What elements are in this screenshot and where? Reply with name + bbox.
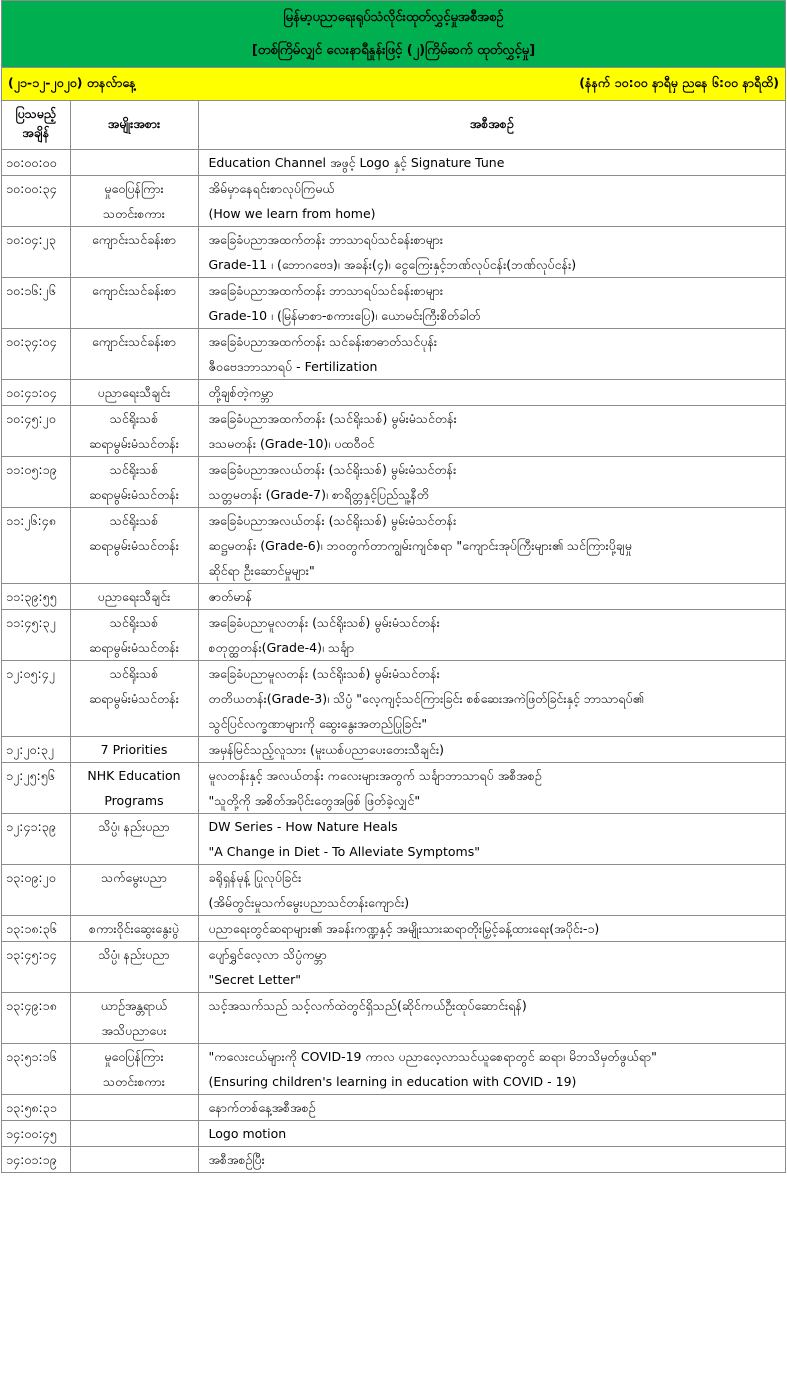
- cell-time: [2, 508, 70, 584]
- category-line: သင်ရိုးသစ်: [109, 513, 159, 528]
- category-line: မှုဝေပြန်ကြား: [104, 1049, 164, 1064]
- program-line: အမှန်မြင်သည့်လူသား (မူးယစ်ပညာပေးတေးသီချင်း): [208, 742, 445, 757]
- time-text: ၁၁:၄၅:၃၂: [6, 615, 56, 630]
- cell-category: [70, 1147, 198, 1173]
- category-line: ဆရာမွမ်းမံသင်တန်း: [89, 436, 179, 451]
- program-line: အခြေခံပညာအထက်တန်း သင်ခန်းစာဓာတ်သင်ပုန်း: [208, 334, 438, 349]
- cell-time: [2, 1121, 70, 1147]
- cell-program: [198, 661, 785, 737]
- category-line: သင်ရိုးသစ်: [109, 462, 159, 477]
- cell-program: [198, 457, 785, 508]
- category-line: [71, 890, 198, 915]
- cell-program: [198, 942, 785, 993]
- program-line: "A Change in Diet - To Alleviate Symptoms": [208, 844, 480, 859]
- cell-category: [70, 942, 198, 993]
- cell-time: [2, 1095, 70, 1121]
- program-line: ပညာရေးတွင်ဆရာများ၏ အခန်းကဏ္ဍနှင့် အမျိုးသားဆရာတိုးမြှင့်ခန့်ထားရေး(အပိုင်း-၁): [208, 921, 600, 936]
- program-line: Education Channel အဖွင့် Logo နှင့် Signature Tune: [208, 155, 505, 170]
- cell-time: [2, 457, 70, 508]
- cell-time: [2, 993, 70, 1044]
- time-text: ၁၃:၄၉:၁၈: [6, 998, 57, 1013]
- time-text: ၁၀:၄၁:၀၄: [6, 385, 57, 400]
- program-line: ဆိုင်ရာ ဦးဆောင်မှုများ": [208, 563, 315, 578]
- time-text: ၁၃:၅၈:၃၁: [6, 1100, 57, 1115]
- category-line: [71, 354, 198, 379]
- cell-time: [2, 763, 70, 814]
- cell-program: [198, 176, 785, 227]
- category-line: သိပ္ပံ၊ နည်းပညာ: [98, 947, 170, 962]
- time-text: ၁၁:၃၉:၅၅: [6, 589, 57, 604]
- time-text: ၁၃:၄၅:၁၄: [6, 947, 57, 962]
- time-text: ၁၂:၀၅:၄၂: [6, 666, 55, 681]
- category-line: [71, 303, 198, 328]
- cell-category: [70, 610, 198, 661]
- cell-program: [198, 993, 785, 1044]
- program-line: (How we learn from home): [208, 206, 376, 221]
- program-line: မူလတန်းနှင့် အလယ်တန်း ကလေးများအတွက် သင်္ချာဘာသာရပ် အစီအစဉ်: [208, 768, 542, 783]
- table-row: [2, 610, 785, 661]
- program-line: Grade-10 ၊ (မြန်မာစာ-စကားပြေ)၊ ယောမင်းကြီးစိတ်ခါတ်: [208, 308, 481, 323]
- table-row: [2, 1121, 785, 1147]
- category-line: သင်ရိုးသစ်: [109, 411, 159, 426]
- table-row: [2, 916, 785, 942]
- program-line: ဆဋ္ဌမတန်း (Grade-6)၊ ဘဝတွက်တာကျွမ်းကျင်စရာ "ကျောင်းအုပ်ကြီးများ၏ သင်ကြားပို့ချမှု: [208, 538, 632, 553]
- cell-program: [198, 584, 785, 610]
- category-line: [71, 252, 198, 277]
- program-line: Grade-11 ၊ (ဘောဂဗေဒ)၊ အခန်း(၄)၊ ငွေကြေးနှင့်ဘဏ်လုပ်ငန်း(ဘဏ်လုပ်ငန်း): [208, 257, 577, 272]
- category-line: ကျောင်းသင်ခန်းစာ: [91, 283, 177, 298]
- cell-time: [2, 380, 70, 406]
- program-line: အစီအစဉ်ပြီး: [208, 1152, 265, 1167]
- category-line: ဆရာမွမ်းမံသင်တန်း: [89, 487, 179, 502]
- cell-program: [198, 380, 785, 406]
- cell-category: [70, 993, 198, 1044]
- cell-time: [2, 278, 70, 329]
- cell-program: [198, 1044, 785, 1095]
- cell-category: [70, 865, 198, 916]
- cell-time: [2, 1147, 70, 1173]
- program-line: ဒသမတန်း (Grade-10)၊ ပထဝီဝင်: [208, 436, 375, 451]
- cell-time: [2, 176, 70, 227]
- broadcast-hours: (နံနက် ၁၀:၀၀ နာရီမှ ညနေ ၆:၀၀ နာရီထိ): [579, 74, 779, 90]
- cell-program: [198, 406, 785, 457]
- schedule-rows: [2, 150, 785, 1173]
- schedule-sheet: [1, 0, 786, 1173]
- cell-program: [198, 1147, 785, 1173]
- page-subtitle: [တစ်ကြိမ်လျှင် လေးနာရီနှုန်းဖြင့် (၂)ကြိမ်ဆက် ထုတ်လွှင့်မှု]: [251, 43, 536, 58]
- page-title: မြန်မာ့ပညာရေးရုပ်သံလိုင်းထုတ်လွှင့်မှုအစီအစဉ်: [283, 10, 504, 25]
- time-text: ၁၃:၀၉:၂၀: [6, 870, 56, 885]
- cell-program: [198, 1121, 785, 1147]
- category-line: သတင်းစကား: [103, 1074, 165, 1089]
- category-line: [71, 1147, 198, 1172]
- category-line: ယာဉ်အန္တရာယ်: [100, 998, 168, 1013]
- program-line: အိမ်မှာနေရင်းစာလုပ်ကြမယ်: [208, 181, 335, 196]
- cell-category: [70, 508, 198, 584]
- time-text: ၁၀:၀၀:၀၀: [6, 155, 57, 170]
- category-line: သိပ္ပံ၊ နည်းပညာ: [98, 819, 170, 834]
- table-row: [2, 1095, 785, 1121]
- cell-time: [2, 865, 70, 916]
- program-line: နောက်တစ်နေ့အစီအစဉ်: [208, 1100, 316, 1115]
- table-row: [2, 329, 785, 380]
- time-text: ၁၀:၄၅:၂၀: [6, 411, 56, 426]
- header-banner: [2, 1, 785, 68]
- category-line: ဆရာမွမ်းမံသင်တန်း: [89, 538, 179, 553]
- cell-time: [2, 942, 70, 993]
- cell-category: [70, 1044, 198, 1095]
- cell-category: [70, 814, 198, 865]
- cell-time: [2, 610, 70, 661]
- cell-category: [70, 763, 198, 814]
- cell-time: [2, 814, 70, 865]
- time-text: ၁၄:၀၁:၁၉: [6, 1152, 57, 1167]
- cell-program: [198, 814, 785, 865]
- cell-program: [198, 150, 785, 176]
- category-line: သက်မွေးပညာ: [101, 870, 167, 885]
- table-row: [2, 814, 785, 865]
- cell-time: [2, 227, 70, 278]
- cell-time: [2, 1044, 70, 1095]
- category-line: [71, 711, 198, 736]
- table-row: [2, 508, 785, 584]
- program-line: စတုတ္ထတန်း(Grade-4)၊ သင်္ချာ: [208, 640, 355, 655]
- program-line: အခြေခံပညာမူလတန်း (သင်ရိုးသစ်) မွမ်းမံသင်တန်း: [208, 615, 440, 630]
- program-line: အခြေခံပညာအလယ်တန်း (သင်ရိုးသစ်) မွမ်းမံသင်တန်း: [208, 513, 457, 528]
- category-line: သတင်းစကား: [103, 206, 165, 221]
- category-line: [71, 558, 198, 583]
- category-line: ကျောင်းသင်ခန်းစာ: [91, 334, 177, 349]
- table-row: [2, 406, 785, 457]
- cell-time: [2, 916, 70, 942]
- category-line: [71, 967, 198, 992]
- program-line: အခြေခံပညာအထက်တန်း ဘာသာရပ်သင်ခန်းစာများ: [208, 232, 444, 247]
- column-header-category: အမျိုးအစား: [70, 101, 198, 150]
- cell-category: [70, 737, 198, 763]
- program-line: "ကလေးငယ်များကို COVID-19 ကာလ ပညာလေ့လာသင်ယူစေရာတွင် ဆရာ၊ မိဘသိမှတ်ဖွယ်ရာ": [208, 1049, 657, 1064]
- cell-program: [198, 329, 785, 380]
- cell-time: [2, 406, 70, 457]
- table-row: [2, 457, 785, 508]
- table-row: [2, 865, 785, 916]
- table-row: [2, 278, 785, 329]
- time-text: ၁၀:၀၀:၃၄: [6, 181, 57, 196]
- category-line: Programs: [104, 793, 164, 808]
- time-text: ၁၁:၂၆:၄၈: [6, 513, 56, 528]
- cell-category: [70, 329, 198, 380]
- table-row: [2, 176, 785, 227]
- column-header-program: အစီအစဉ်: [198, 101, 785, 150]
- table-row: [2, 661, 785, 737]
- time-text: ၁၀:၁၆:၂၆: [6, 283, 56, 298]
- category-line: [71, 1121, 198, 1146]
- program-line: ဇာတ်မာန်: [208, 589, 252, 604]
- cell-program: [198, 737, 785, 763]
- table-row: [2, 150, 785, 176]
- program-line: တို့ချစ်တဲ့ကမ္ဘာ: [208, 385, 274, 400]
- table-row: [2, 993, 785, 1044]
- cell-category: [70, 457, 198, 508]
- cell-program: [198, 227, 785, 278]
- table-row: [2, 737, 785, 763]
- cell-time: [2, 584, 70, 610]
- category-line: [71, 839, 198, 864]
- cell-time: [2, 737, 70, 763]
- program-line: အခြေခံပညာမူလတန်း (သင်ရိုးသစ်) မွမ်းမံသင်တန်း: [208, 666, 440, 681]
- cell-category: [70, 584, 198, 610]
- cell-category: [70, 1095, 198, 1121]
- table-row: [2, 1044, 785, 1095]
- cell-category: [70, 916, 198, 942]
- program-line: အခြေခံပညာအထက်တန်း ဘာသာရပ်သင်ခန်းစာများ: [208, 283, 444, 298]
- cell-time: [2, 661, 70, 737]
- category-line: သင်ရိုးသစ်: [109, 666, 159, 681]
- cell-time: [2, 329, 70, 380]
- cell-program: [198, 865, 785, 916]
- cell-program: [198, 508, 785, 584]
- program-line: ခရိုရှန်မုန့် ပြုလုပ်ခြင်း: [208, 870, 302, 885]
- time-text: ၁၄:၀၀:၄၅: [6, 1126, 57, 1141]
- category-line: စကားဝိုင်းဆွေးနွေးပွဲ: [88, 921, 180, 936]
- program-line: DW Series - How Nature Heals: [208, 819, 398, 834]
- program-line: အခြေခံပညာအထက်တန်း (သင်ရိုးသစ်) မွမ်းမံသင်တန်း: [208, 411, 457, 426]
- category-line: NHK Education: [87, 768, 181, 783]
- program-line: Logo motion: [208, 1126, 287, 1141]
- program-line: "Secret Letter": [208, 972, 301, 987]
- program-line: (အိမ်တွင်းမှုသက်မွေးပညာသင်တန်းကျောင်း): [208, 895, 410, 910]
- category-line: ဆရာမွမ်းမံသင်တန်း: [89, 691, 179, 706]
- table-row: [2, 227, 785, 278]
- cell-category: [70, 1121, 198, 1147]
- program-line: (Ensuring children's learning in education with COVID - 19): [208, 1074, 577, 1089]
- table-row: [2, 1147, 785, 1173]
- time-text: ၁၀:၀၄:၂၃: [6, 232, 56, 247]
- table-header-row: [2, 101, 785, 150]
- date-bar: [2, 68, 785, 101]
- category-line: [71, 150, 198, 175]
- table-row: [2, 763, 785, 814]
- cell-program: [198, 1095, 785, 1121]
- program-line: ဇီဝဗေဒဘာသာရပ် - Fertilization: [208, 359, 378, 374]
- time-text: ၁၃:၁၈:၃၆: [6, 921, 57, 936]
- cell-category: [70, 227, 198, 278]
- category-line: 7 Priorities: [100, 742, 168, 757]
- schedule-table: [2, 101, 785, 1172]
- cell-category: [70, 150, 198, 176]
- category-line: ပညာရေးသီချင်း: [97, 589, 171, 604]
- program-line: သွင်ပြင်လက္ခဏာများကို ဆွေးနွေးအတည်ပြုခြင်း": [208, 716, 428, 731]
- cell-category: [70, 278, 198, 329]
- category-line: ဆရာမွမ်းမံသင်တန်း: [89, 640, 179, 655]
- time-text: ၁၁:၀၅:၁၉: [6, 462, 57, 477]
- cell-program: [198, 763, 785, 814]
- category-line: သင်ရိုးသစ်: [109, 615, 159, 630]
- cell-category: [70, 406, 198, 457]
- cell-category: [70, 176, 198, 227]
- program-line: အခြေခံပညာအလယ်တန်း (သင်ရိုးသစ်) မွမ်းမံသင်တန်း: [208, 462, 457, 477]
- time-text: ၁၂:၂၀:၃၂: [6, 742, 54, 757]
- cell-category: [70, 380, 198, 406]
- cell-program: [198, 916, 785, 942]
- table-row: [2, 380, 785, 406]
- time-text: ၁၂:၄၁:၃၉: [6, 819, 56, 834]
- program-line: ပျော်ရွှင်လေ့လာ သိပ္ပံကမ္ဘာ: [208, 947, 327, 962]
- table-row: [2, 584, 785, 610]
- cell-program: [198, 610, 785, 661]
- cell-time: [2, 150, 70, 176]
- time-text: ၁၀:၃၄:၀၄: [6, 334, 57, 349]
- broadcast-date: (၂၁-၁၂-၂၀၂၀) တနလ်ာနေ့: [8, 74, 136, 90]
- time-text: ၁၃:၅၁:၁၆: [6, 1049, 57, 1064]
- category-line: မှုဝေပြန်ကြား: [104, 181, 164, 196]
- category-line: အသိပညာပေး: [101, 1023, 167, 1038]
- category-line: ကျောင်းသင်ခန်းစာ: [91, 232, 177, 247]
- program-line: သင့်အသက်သည် သင့်လက်ထဲတွင်ရှိသည်(ဆိုင်ကယ်ဦးထုပ်ဆောင်းရန်): [208, 998, 527, 1013]
- program-line: သတ္တမတန်း (Grade-7)၊ စာရိတ္တနှင့်ပြည်သူ့နီတိ: [208, 487, 429, 502]
- program-line: တတိယတန်း(Grade-3)၊ သိပ္ပံ "လေ့ကျင့်သင်ကြားခြင်း စစ်ဆေးအကဲဖြတ်ခြင်းနှင့် ဘာသာရပ်၏: [208, 691, 644, 706]
- cell-category: [70, 661, 198, 737]
- time-text: ၁၂:၂၅:၅၆: [6, 768, 55, 783]
- program-line: "သူတို့ကို အစိတ်အပိုင်းတွေအဖြစ် ဖြတ်ခဲ့လျှင်": [208, 793, 421, 808]
- category-line: ပညာရေးသီချင်း: [97, 385, 171, 400]
- cell-program: [198, 278, 785, 329]
- category-line: [71, 1095, 198, 1120]
- column-header-time: ပြသမည့် အချိန်: [2, 101, 70, 150]
- table-row: [2, 942, 785, 993]
